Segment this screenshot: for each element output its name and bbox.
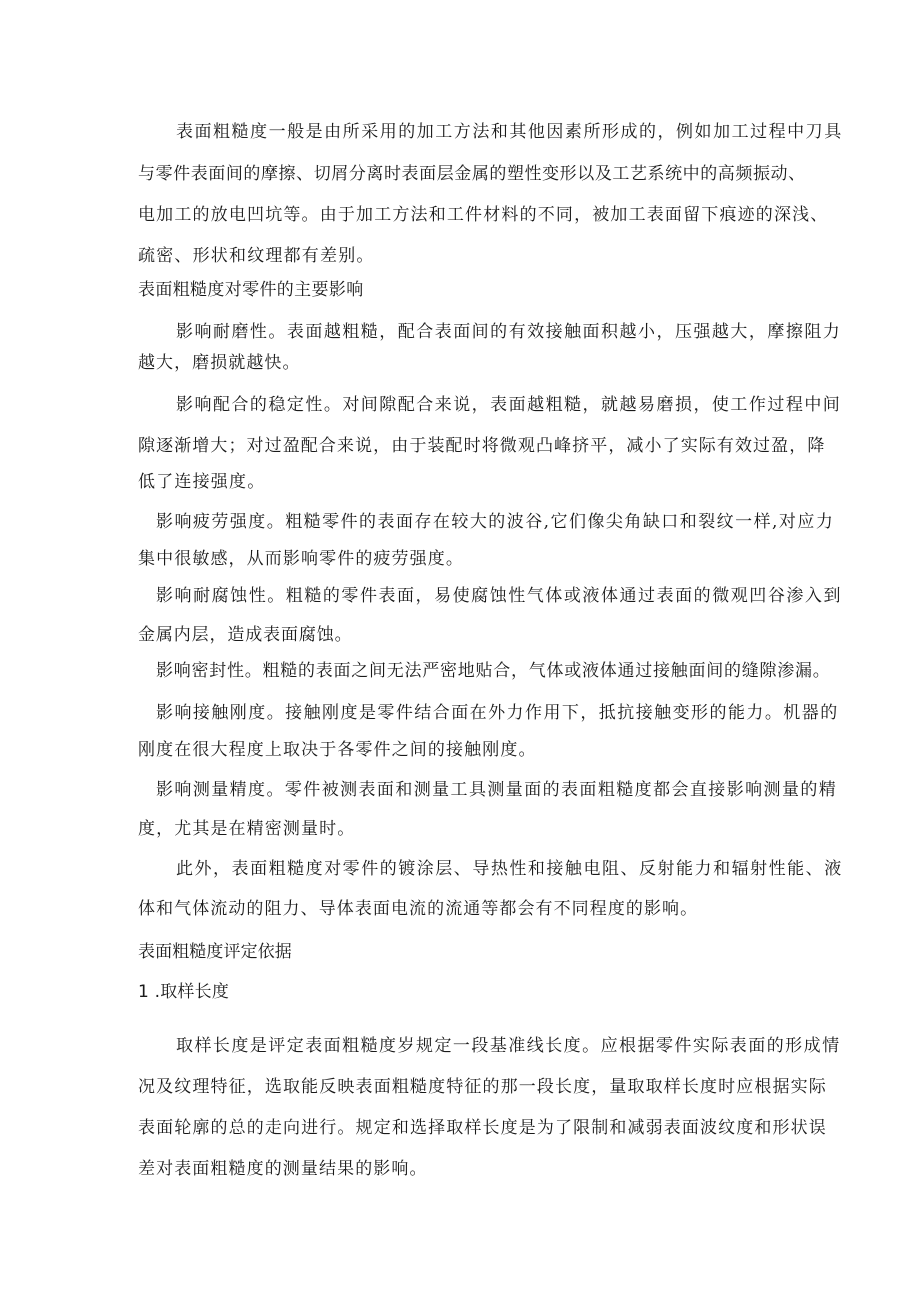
- effect-wear-line-1: 影响耐磨性。表面越粗糙，配合表面间的有效接触面积越小，压强越大，摩擦阻力: [176, 322, 842, 342]
- effect-fatigue-line-1: 影响疲劳强度。粗糙零件的表面存在较大的波谷,它们像尖角缺口和裂纹一样,对应力: [156, 512, 835, 532]
- effect-measurement-line-1: 影响测量精度。零件被测表面和测量工具测量面的表面粗糙度都会直接影响测量的精: [156, 780, 838, 800]
- effect-fatigue-line-2: 集中很敏感，从而影响零件的疲劳强度。: [138, 549, 464, 569]
- section-heading-criteria: 表面粗糙度评定依据: [138, 942, 292, 962]
- effect-wear-line-2: 越大，磨损就越快。: [138, 353, 301, 373]
- paragraph-other-line-2: 体和气体流动的阻力、导体表面电流的流通等都会有不同程度的影响。: [138, 899, 699, 919]
- subsection-heading-sampling-length: 1 .取样长度: [138, 982, 230, 1002]
- paragraph-1-line-4: 疏密、形状和纹理都有差别。: [138, 246, 375, 266]
- effect-fit-line-2: 隙逐渐增大；对过盈配合来说，由于装配时将微观凸峰挤平，减小了实际有效过盈，降: [138, 436, 826, 456]
- effect-measurement-line-2: 度，尤其是在精密测量时。: [138, 819, 356, 839]
- paragraph-1-line-3: 电加工的放电凹坑等。由于加工方法和工件材料的不同，被加工表面留下痕迹的深浅、: [138, 205, 829, 225]
- effect-stiffness-line-2: 刚度在很大程度上取决于各零件之间的接触刚度。: [138, 740, 537, 760]
- paragraph-sampling-line-3: 表面轮廓的总的走向进行。规定和选择取样长度是为了限制和减弱表面波纹度和形状误: [138, 1118, 827, 1138]
- effect-corrosion-line-2: 金属内层，造成表面腐蚀。: [138, 625, 353, 645]
- paragraph-1-line-2: 与零件表面间的摩擦、切屑分离时表面层金属的塑性变形以及工艺系统中的高频振动、: [138, 164, 806, 184]
- section-heading-main-effects: 表面粗糙度对零件的主要影响: [138, 280, 364, 300]
- paragraph-sampling-line-1: 取样长度是评定表面粗糙度岁规定一段基准线长度。应根据零件实际表面的形成情: [176, 1036, 841, 1056]
- paragraph-sampling-line-2: 况及纹理特征，选取能反映表面粗糙度特征的那一段长度，量取取样长度时应根据实际: [138, 1077, 827, 1097]
- effect-fit-line-3: 低了连接强度。: [138, 472, 266, 492]
- effect-fit-line-1: 影响配合的稳定性。对间隙配合来说，表面越粗糙，就越易磨损，使工作过程中间: [176, 395, 842, 415]
- effect-sealing-line-1: 影响密封性。粗糙的表面之间无法严密地贴合，气体或液体通过接触面间的缝隙渗漏。: [156, 661, 831, 681]
- effect-corrosion-line-1: 影响耐腐蚀性。粗糙的零件表面，易使腐蚀性气体或液体通过表面的微观凹谷渗入到: [156, 586, 842, 606]
- paragraph-sampling-line-4: 差对表面粗糙度的测量结果的影响。: [138, 1159, 428, 1179]
- paragraph-other-line-1: 此外，表面粗糙度对零件的镀涂层、导热性和接触电阻、反射能力和辐射性能、液: [176, 859, 843, 879]
- effect-stiffness-line-1: 影响接触刚度。接触刚度是零件结合面在外力作用下，抵抗接触变形的能力。机器的: [156, 703, 839, 723]
- paragraph-1-line-1: 表面粗糙度一般是由所采用的加工方法和其他因素所形成的，例如加工过程中刀具: [176, 122, 843, 142]
